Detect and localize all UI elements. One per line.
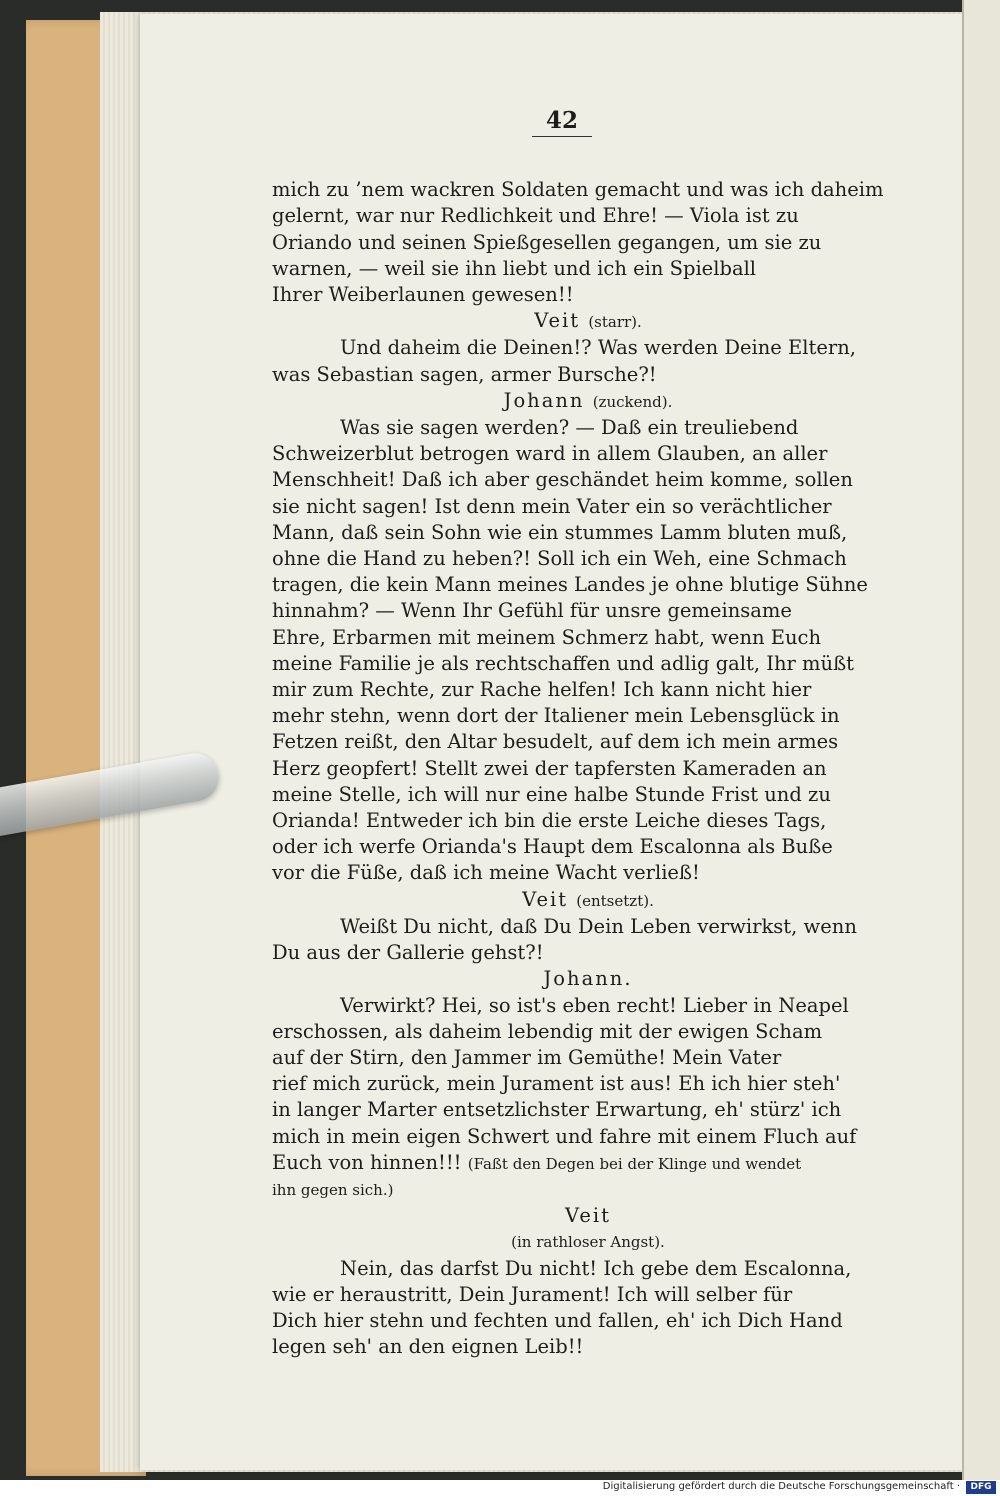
footer-bar [0, 1480, 1000, 1496]
text-line: meine Familie je als rechtschaffen und adlig galt, Ihr müßt [272, 651, 854, 675]
text-line: wie er heraustritt, Dein Jurament! Ich will selber für [272, 1282, 793, 1306]
text-line: Und daheim die Deinen!? Was werden Deine Eltern, [340, 336, 856, 360]
next-page-edge [962, 0, 1000, 1480]
text-fragment: Euch von hinnen!!! [272, 1150, 462, 1174]
speaker-name: Veit [522, 887, 569, 911]
speaker-heading [272, 1203, 904, 1229]
text-line: was Sebastian sagen, armer Bursche?! [272, 362, 657, 386]
text-line: sie nicht sagen! Ist denn mein Vater ein so verächtlicher [272, 494, 832, 518]
text-line: Dich hier stehn und fechten und fallen, eh' ich Dich Hand [272, 1308, 843, 1332]
text-line: Verwirkt? Hei, so ist's eben recht! Lieber in Neapel [340, 993, 849, 1017]
speaker-name: Veit [534, 309, 581, 333]
text-lines-6 [272, 1256, 904, 1361]
text-line: mich zu ’nem wackren Soldaten gemacht und was ich daheim [272, 178, 884, 202]
text-line: vor die Füße, daß ich meine Wacht verließ! [272, 861, 700, 885]
speaker-heading [272, 966, 904, 992]
text-line: mehr stehn, wenn dort der Italiener mein Lebensglück in [272, 704, 840, 728]
text-line: in langer Marter entsetzlichster Erwartung, eh' stürz' ich [272, 1098, 842, 1122]
text-line: Orianda! Entweder ich bin die erste Leiche dieses Tags, [272, 809, 827, 833]
text-line: mir zum Rechte, zur Rache helfen! Ich kann nicht hier [272, 678, 812, 702]
speaker-name: Johann. [543, 967, 633, 991]
text-line: auf der Stirn, den Jammer im Gemüthe! Mein Vater [272, 1045, 782, 1069]
text-lines-1 [272, 177, 904, 308]
text-lines-5 [272, 993, 904, 1204]
text-line: gelernt, war nur Redlichkeit und Ehre! — Viola ist zu [272, 204, 799, 228]
text-line: Menschheit! Daß ich aber geschändet heim komme, sollen [272, 468, 853, 492]
text-line: Herz geopfert! Stellt zwei der tapfersten Kameraden an [272, 756, 827, 780]
stage-direction: (zuckend). [592, 392, 673, 411]
text-lines-3 [272, 415, 904, 887]
text-line: warnen, — weil sie ihn liebt und ich ein Spielball [272, 256, 757, 280]
text-line: erschossen, als daheim lebendig mit der ewigen Scham [272, 1019, 823, 1043]
speaker-heading [272, 388, 904, 415]
speaker-heading [272, 308, 904, 335]
text-line: Fetzen reißt, den Altar besudelt, auf dem ich mein armes [272, 730, 839, 754]
stage-direction: (entsetzt). [576, 891, 654, 910]
speaker-name: Johann [503, 388, 585, 412]
text-line: Weißt Du nicht, daß Du Dein Leben verwirkst, wenn [340, 914, 857, 938]
text-line: Ihrer Weiberlaunen gewesen!! [272, 283, 574, 307]
text-line: rief mich zurück, mein Jurament ist aus! Eh ich hier steh' [272, 1072, 841, 1096]
stage-direction: ihn gegen sich.) [272, 1180, 394, 1199]
text-line: legen seh' an den eignen Leib!! [272, 1335, 584, 1359]
speaker-name: Veit [565, 1204, 611, 1228]
text-line: meine Stelle, ich will nur eine halbe Stunde Frist und zu [272, 782, 831, 806]
text-line: Ehre, Erbarmen mit meinem Schmerz habt, wenn Euch [272, 625, 822, 649]
text-line: Schweizerblut betrogen ward in allem Glauben, an aller [272, 442, 828, 466]
page-text [272, 108, 904, 1360]
text-line: tragen, die kein Mann meines Landes je ohne blutige Sühne [272, 573, 868, 597]
text-lines-4 [272, 914, 904, 966]
text-line: ohne die Hand zu heben?! Soll ich ein Weh, eine Schmach [272, 547, 847, 571]
text-line: Du aus der Gallerie gehst?! [272, 941, 544, 965]
text-line: Mann, daß sein Sohn wie ein stummes Lamm bluten muß, [272, 520, 848, 544]
text-line: Was sie sagen werden? — Daß ein treuliebend [340, 416, 799, 440]
stage-direction: (Faßt den Degen bei der Klinge und wendet [467, 1154, 802, 1173]
stage-direction: (in rathloser Angst). [511, 1233, 665, 1252]
text-lines-2 [272, 335, 904, 387]
text-line: Nein, das darfst Du nicht! Ich gebe dem Escalonna, [340, 1256, 852, 1280]
speaker-heading [272, 887, 904, 914]
text-line: Oriando und seinen Spießgesellen gegangen, um sie zu [272, 230, 822, 254]
text-line: mich in mein eigen Schwert und fahre mit einem Fluch auf [272, 1124, 857, 1148]
dfg-logo: DFG [966, 1481, 996, 1494]
page-number: 42 [532, 108, 592, 137]
text-line: oder ich werfe Orianda's Haupt dem Escalonna als Buße [272, 835, 833, 859]
stage-direction: (starr). [588, 313, 642, 332]
footer-text: Digitalisierung gefördert durch die Deutsche Forschungsgemeinschaft · [602, 1481, 960, 1492]
text-line: hinnahm? — Wenn Ihr Gefühl für unsre gemeinsame [272, 599, 792, 623]
text-line [272, 1150, 904, 1177]
